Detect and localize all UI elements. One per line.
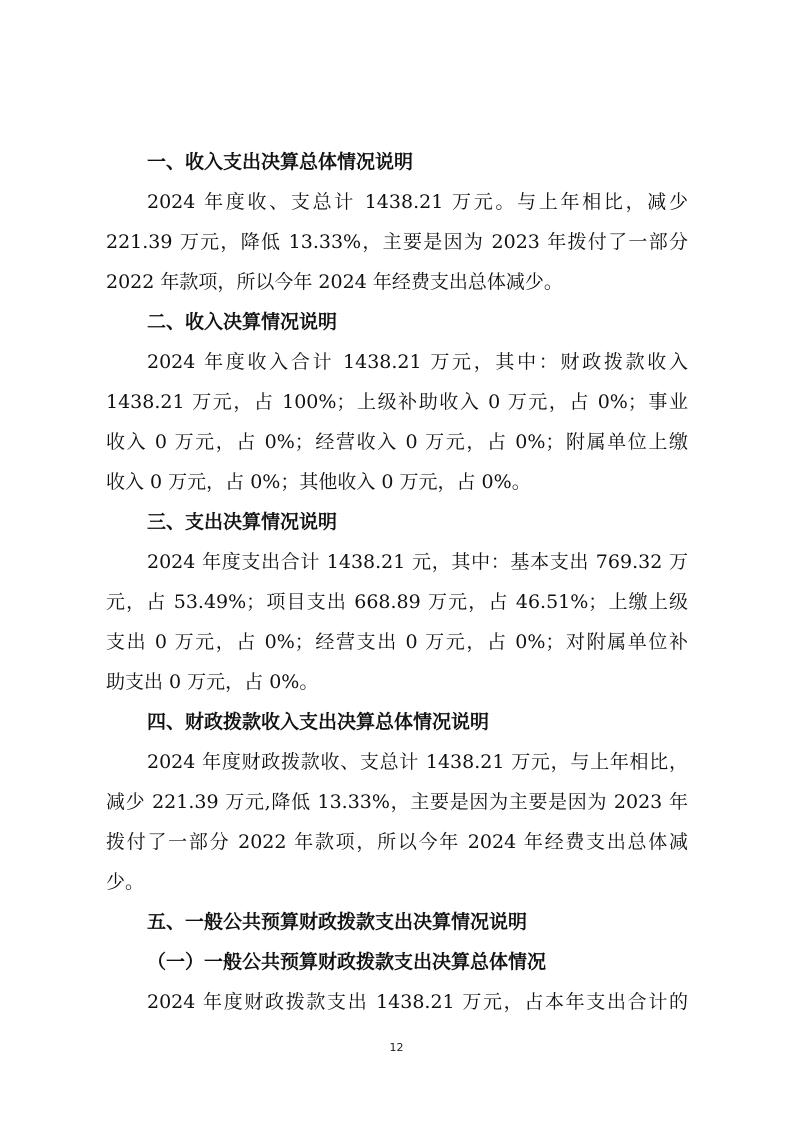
section-heading-5: 五、一般公共预算财政拨款支出决算情况说明	[147, 911, 528, 933]
section-heading-2: 二、收入决算情况说明	[147, 311, 338, 333]
section-paragraph-5	[106, 982, 688, 1022]
paragraph-line: 2024 年度财政拨款支出 1438.21 万元，占本年支出合计的	[147, 991, 688, 1013]
paragraph-line: 收入 0 万元，占 0%；其他收入 0 万元，占 0%。	[106, 471, 531, 493]
paragraph-line: 少。	[106, 871, 145, 893]
section-heading-1: 一、收入支出决算总体情况说明	[147, 151, 414, 173]
section-paragraph-2	[106, 342, 688, 502]
paragraph-line: 2022 年款项，所以今年 2024 年经费支出总体减少。	[106, 271, 563, 293]
section-paragraph-3	[106, 542, 688, 702]
section-heading-4: 四、财政拨款收入支出决算总体情况说明	[147, 711, 490, 733]
section-paragraph-4	[106, 742, 688, 902]
section-heading-3: 三、支出决算情况说明	[147, 511, 338, 533]
paragraph-line: 拨付了一部分 2022 年款项，所以今年 2024 年经费支出总体减	[106, 831, 688, 853]
section-paragraph-1	[106, 182, 688, 302]
page-number: 12	[389, 1041, 404, 1054]
paragraph-line: 收入 0 万元，占 0%；经营收入 0 万元，占 0%；附属单位上缴	[106, 431, 688, 453]
paragraph-line: 2024 年度财政拨款收、支总计 1438.21 万元，与上年相比，	[147, 751, 688, 773]
paragraph-line: 元，占 53.49%；项目支出 668.89 万元，占 46.51%；上缴上级	[106, 591, 688, 613]
paragraph-line: 减少 221.39 万元,降低 13.33%，主要是因为主要是因为 2023 年	[106, 791, 688, 813]
paragraph-line: 2024 年度收、支总计 1438.21 万元。与上年相比，减少	[147, 191, 688, 213]
paragraph-line: 助支出 0 万元，占 0%。	[106, 671, 319, 693]
paragraph-line: 2024 年度支出合计 1438.21 元，其中：基本支出 769.32 万	[147, 551, 688, 573]
paragraph-line: 1438.21 万元，占 100%；上级补助收入 0 万元，占 0%；事业	[106, 391, 688, 413]
subsection-heading-5-1: （一）一般公共预算财政拨款支出决算总体情况	[147, 951, 547, 973]
document-body	[106, 142, 688, 1022]
paragraph-line: 2024 年度收入合计 1438.21 万元，其中：财政拨款收入	[147, 351, 688, 373]
paragraph-line: 221.39 万元，降低 13.33%，主要是因为 2023 年拨付了一部分	[106, 231, 688, 253]
paragraph-line: 支出 0 万元，占 0%；经营支出 0 万元，占 0%；对附属单位补	[106, 631, 688, 653]
